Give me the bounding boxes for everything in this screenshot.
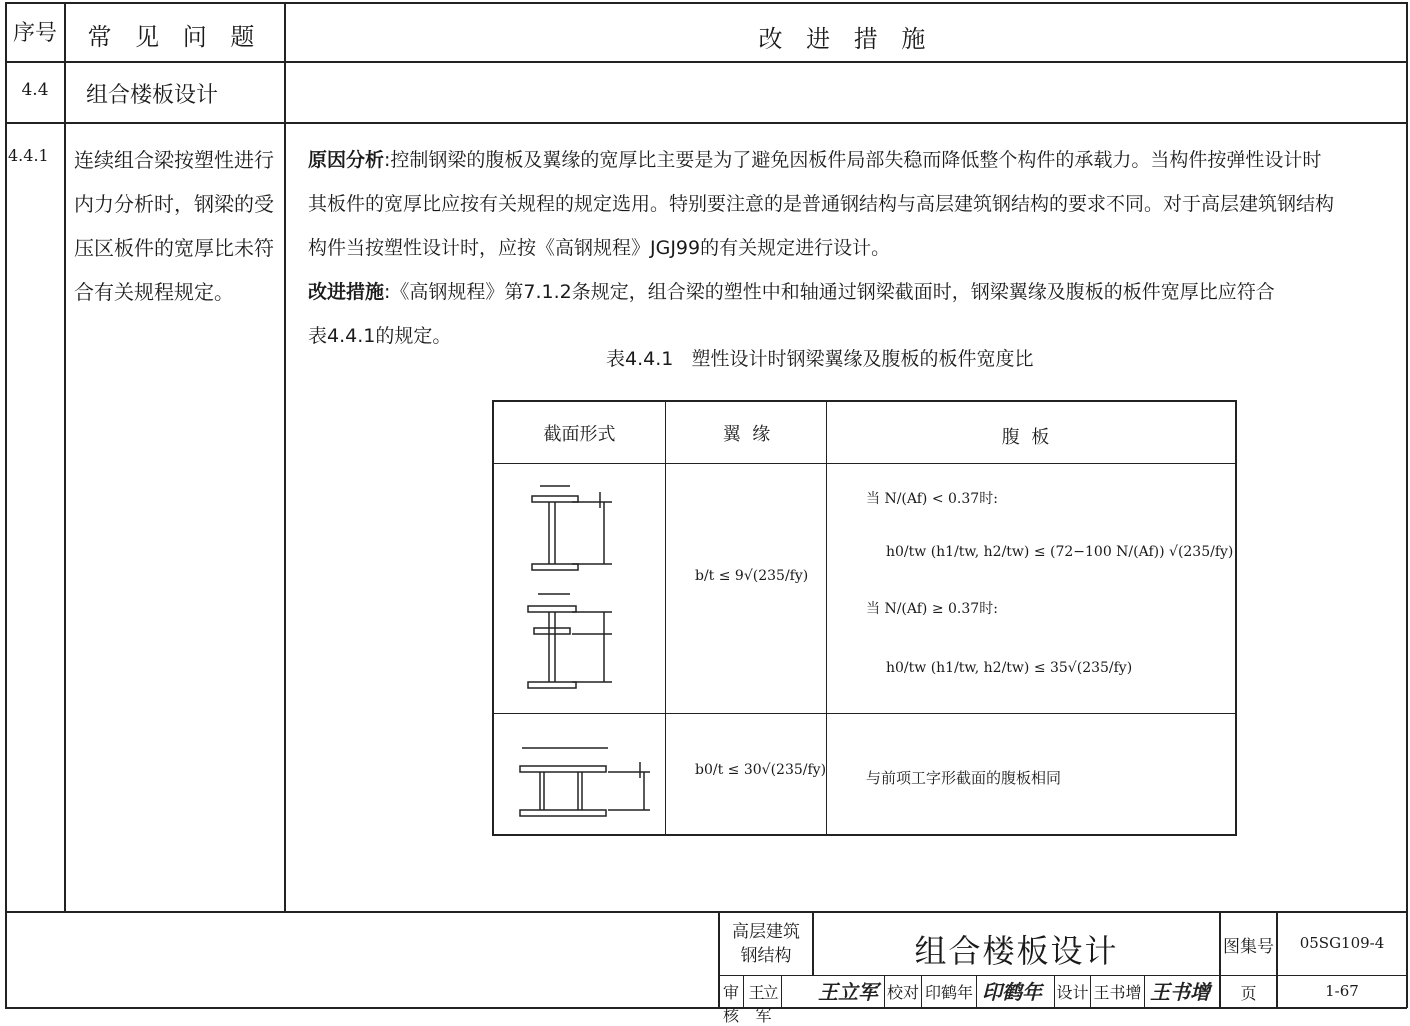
i-section-diagram bbox=[500, 466, 662, 710]
tb-checker-signature: 印鹤年 bbox=[982, 980, 1042, 1004]
tb-title: 组合楼板设计 bbox=[914, 932, 1119, 970]
section-title: 组合楼板设计 bbox=[86, 83, 219, 108]
tb-design-label: 设计 bbox=[1056, 983, 1089, 1002]
tb-review-label: 审核 bbox=[722, 983, 739, 1025]
header-col-no: 序号 bbox=[12, 21, 57, 46]
analysis-line: :控制钢梁的腹板及翼缘的宽厚比主要是为了避免因板件局部失稳而降低整个构件的承载力。当构件按弹性设计时 bbox=[384, 149, 1322, 171]
problem-line: 合有关规程规定。 bbox=[74, 280, 234, 304]
tb-atlas-no: 05SG109-4 bbox=[1299, 934, 1385, 952]
flange-formula-1: b/t ≤ 9√(235/fy) bbox=[695, 568, 809, 584]
table-col-line-1 bbox=[665, 400, 666, 836]
table-header-line bbox=[492, 463, 1237, 464]
section-number: 4.4 bbox=[21, 80, 49, 100]
table-header-flange: 翼 缘 bbox=[722, 424, 771, 445]
tb-page-no: 1-67 bbox=[1325, 982, 1359, 1000]
analysis-line: 其板件的宽厚比应按有关规程的规定选用。特别要注意的是普通钢结构与高层建筑钢结构的要求不同。对于高层建筑钢结构 bbox=[308, 193, 1335, 215]
web-formula-1: h0/tw (h1/tw, h2/tw) ≤ (72−100 N/(Af)) √(235/fy) bbox=[886, 544, 1234, 560]
border-top bbox=[5, 2, 1407, 4]
tb-category bbox=[720, 920, 812, 968]
web-same-note: 与前项工字形截面的腹板相同 bbox=[866, 769, 1062, 787]
header-col-problem: 常 见 问 题 bbox=[87, 23, 263, 51]
web-condition-1: 当 N/(Af) < 0.37时: bbox=[866, 491, 998, 507]
border-left bbox=[5, 2, 7, 1008]
tb-category-line: 钢结构 bbox=[740, 946, 792, 966]
box-section-diagram bbox=[500, 718, 662, 832]
flange-formula-2: b0/t ≤ 30√(235/fy) bbox=[695, 762, 827, 778]
problem-text bbox=[74, 138, 282, 314]
tb-checker: 印鹤年 bbox=[924, 983, 973, 1002]
tb-designer: 王书增 bbox=[1093, 983, 1142, 1002]
table-col-line-2 bbox=[826, 400, 827, 836]
border-bottom bbox=[5, 1007, 1407, 1009]
tb-category-line: 高层建筑 bbox=[732, 922, 800, 942]
header-bottom-line bbox=[5, 61, 1407, 63]
tb-page-label: 页 bbox=[1240, 984, 1257, 1003]
tb-sig-line-f bbox=[781, 975, 782, 1007]
analysis-line: 构件当按塑性设计时，应按《高钢规程》JGJ99的有关规定进行设计。 bbox=[308, 237, 891, 259]
header-col-measure: 改 进 措 施 bbox=[758, 25, 934, 53]
col-divider-1 bbox=[64, 2, 66, 912]
border-right bbox=[1406, 2, 1408, 1008]
tb-sig-line-g bbox=[976, 975, 977, 1007]
measure-line: 表4.4.1的规定。 bbox=[308, 325, 452, 347]
measure-label: 改进措施 bbox=[308, 281, 385, 303]
content-bottom-line bbox=[5, 911, 1407, 913]
tb-atlas-label: 图集号 bbox=[1223, 937, 1274, 957]
measure-line: :《高钢规程》第7.1.2条规定，组合梁的塑性中和轴通过钢梁截面时，钢梁翼缘及腹板的板件宽厚比应符合 bbox=[384, 281, 1275, 303]
item-number: 4.4.1 bbox=[8, 146, 49, 165]
table-caption: 表4.4.1 塑性设计时钢梁翼缘及腹板的板件宽度比 bbox=[606, 348, 1034, 370]
tb-sig-line-h bbox=[1144, 975, 1145, 1007]
col-divider-2 bbox=[284, 2, 286, 912]
tb-reviewer: 王立军 bbox=[748, 983, 777, 1025]
problem-line: 连续组合梁按塑性进行 bbox=[74, 148, 274, 172]
tb-designer-signature: 王书增 bbox=[1150, 980, 1210, 1004]
problem-line: 内力分析时，钢梁的受 bbox=[74, 192, 274, 216]
section-bottom-line bbox=[5, 122, 1407, 124]
problem-line: 压区板件的宽厚比未符 bbox=[74, 236, 274, 260]
analysis-label: 原因分析 bbox=[308, 149, 385, 171]
web-formula-2: h0/tw (h1/tw, h2/tw) ≤ 35√(235/fy) bbox=[886, 660, 1133, 676]
web-condition-2: 当 N/(Af) ≥ 0.37时: bbox=[866, 601, 998, 617]
table-row-line bbox=[492, 713, 1237, 714]
table-header-section: 截面形式 bbox=[543, 424, 616, 445]
table-header-web: 腹 板 bbox=[1001, 427, 1050, 448]
measure-text bbox=[308, 138, 1403, 358]
tb-reviewer-signature: 王立军 bbox=[818, 980, 878, 1004]
tb-check-label: 校对 bbox=[886, 983, 919, 1002]
